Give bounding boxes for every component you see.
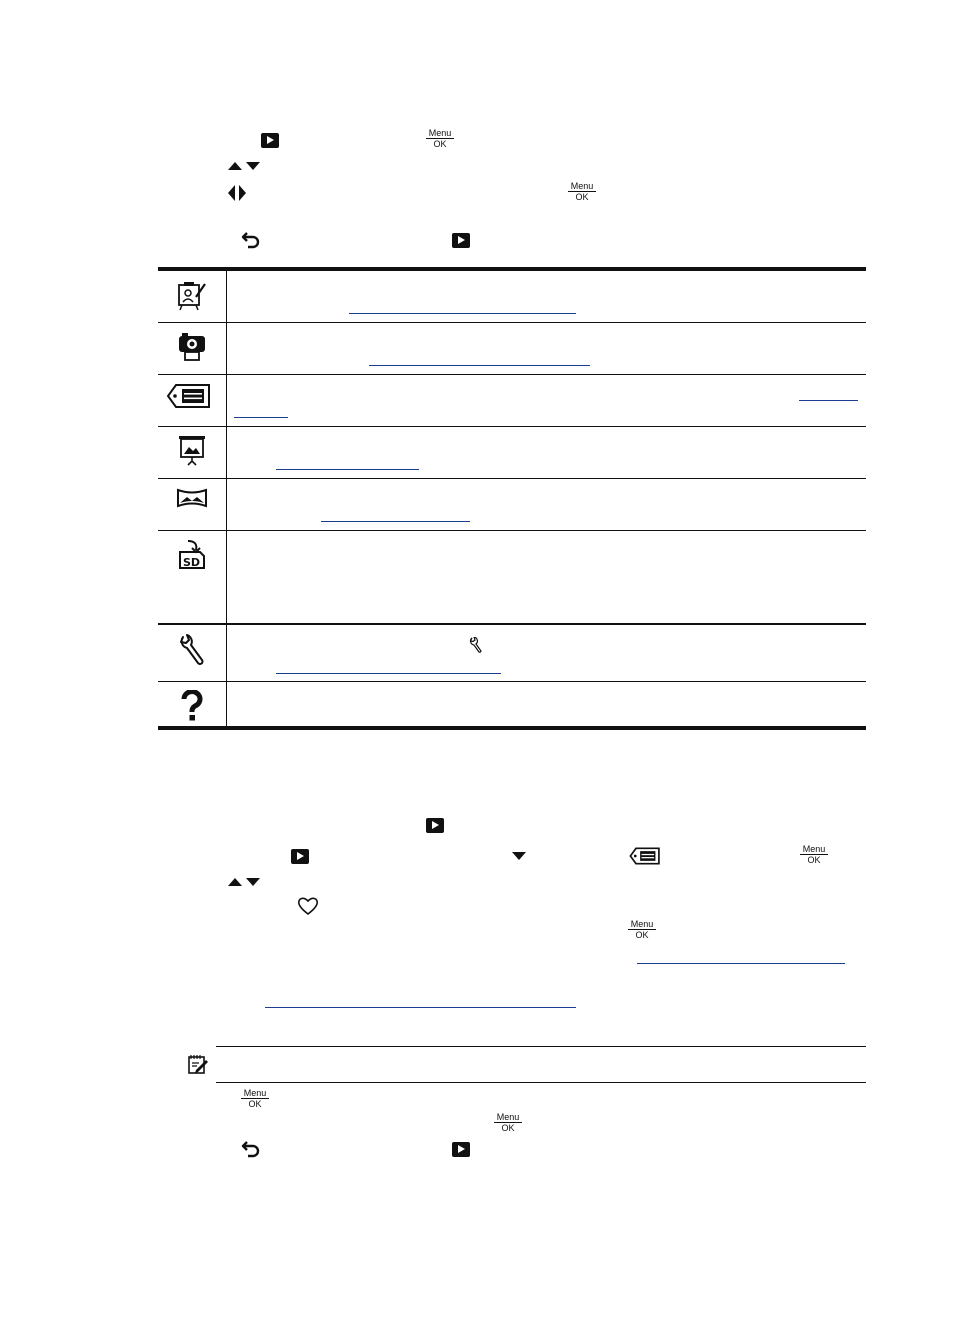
menu-ok-button-icon xyxy=(568,181,596,202)
playback-button-icon xyxy=(426,818,444,833)
svg-text:SD: SD xyxy=(183,556,201,569)
up-down-arrows-icon xyxy=(228,877,264,887)
table-row-rule xyxy=(158,478,866,479)
back-arrow-icon xyxy=(240,1140,262,1158)
table-row-rule xyxy=(158,681,866,682)
menu-ok-button-icon xyxy=(241,1088,269,1109)
row-link-underline[interactable] xyxy=(799,400,858,401)
down-arrow-icon xyxy=(512,852,526,860)
row-link-underline[interactable] xyxy=(369,365,590,366)
menu-label: Menu xyxy=(494,1112,522,1123)
table-row-rule xyxy=(158,374,866,375)
image-info-icon xyxy=(629,846,661,866)
menu-label: Menu xyxy=(241,1088,269,1099)
back-arrow-icon xyxy=(240,231,262,249)
photosmart-express-icon xyxy=(176,332,208,362)
wrench-icon xyxy=(469,637,483,654)
row-link-underline[interactable] xyxy=(276,673,501,674)
menu-ok-button-icon xyxy=(494,1112,522,1133)
table-bottom-rule xyxy=(158,726,866,730)
ok-label: OK xyxy=(635,930,649,940)
design-gallery-icon xyxy=(176,281,208,311)
cross-reference-link-underline[interactable] xyxy=(637,963,845,964)
menu-label: Menu xyxy=(800,844,828,855)
row-link-underline[interactable] xyxy=(349,313,576,314)
menu-label: Menu xyxy=(568,181,596,192)
row-link-underline[interactable] xyxy=(276,469,419,470)
note-box xyxy=(216,1046,866,1083)
question-mark-icon xyxy=(180,690,204,722)
note-bottom-rule xyxy=(216,1082,866,1083)
note-top-rule xyxy=(216,1046,866,1047)
playback-button-icon xyxy=(261,133,279,148)
ok-label: OK xyxy=(807,855,821,865)
ok-label: OK xyxy=(433,139,447,149)
table-row-rule-thick xyxy=(158,623,866,625)
slideshow-icon xyxy=(176,435,208,467)
heart-icon xyxy=(297,896,319,916)
cross-reference-link-underline[interactable] xyxy=(265,1007,576,1008)
move-images-to-card-icon xyxy=(176,538,208,570)
ok-label: OK xyxy=(501,1123,515,1133)
wrench-icon xyxy=(178,634,206,666)
table-row-rule xyxy=(158,426,866,427)
up-down-arrows-icon xyxy=(228,161,264,171)
image-info-icon xyxy=(166,382,212,410)
ok-label: OK xyxy=(575,192,589,202)
left-right-arrows-icon xyxy=(228,185,250,202)
note-icon xyxy=(187,1053,209,1075)
row-link-underline[interactable] xyxy=(321,521,470,522)
table-column-divider xyxy=(226,271,227,727)
table-row-rule xyxy=(158,530,866,531)
table-top-rule xyxy=(158,267,866,271)
menu-ok-button-icon xyxy=(628,919,656,940)
menu-label: Menu xyxy=(628,919,656,930)
menu-label: Menu xyxy=(426,128,454,139)
playback-button-icon xyxy=(452,233,470,248)
ok-label: OK xyxy=(248,1099,262,1109)
playback-button-icon xyxy=(291,849,309,864)
playback-button-icon xyxy=(452,1142,470,1157)
row-link-underline[interactable] xyxy=(234,417,288,418)
table-row-rule xyxy=(158,322,866,323)
panorama-icon xyxy=(176,488,208,508)
menu-ok-button-icon xyxy=(800,844,828,865)
menu-ok-button-icon xyxy=(426,128,454,149)
